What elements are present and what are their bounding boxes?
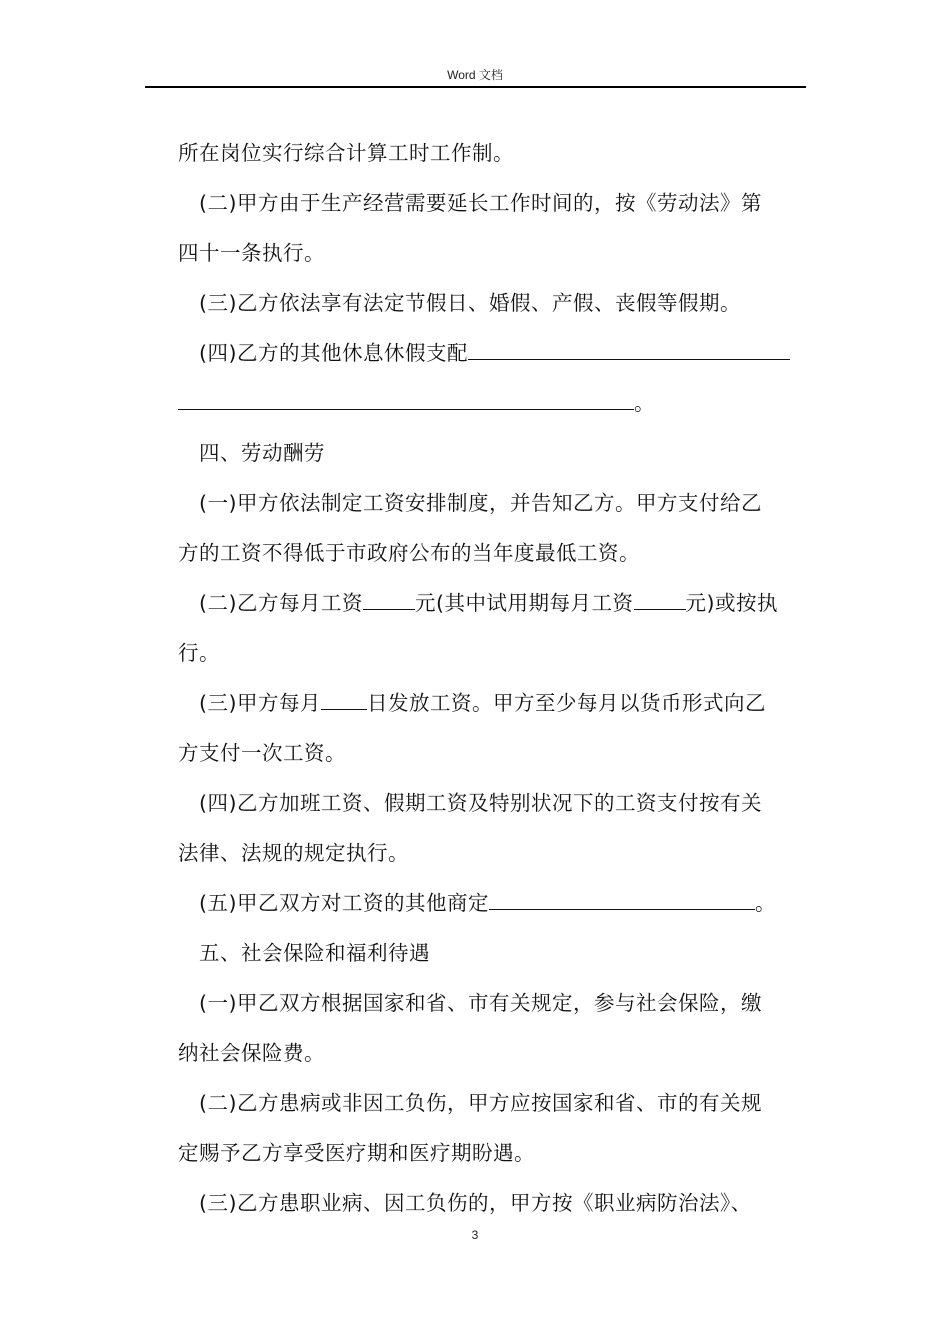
- paragraph-line: 定赐予乙方享受医疗期和医疗期盼遇。: [178, 1141, 535, 1165]
- page-number: 3: [471, 1228, 479, 1242]
- paragraph-line: 方支付一次工资。: [178, 741, 346, 765]
- fill-in-blank: [489, 881, 755, 910]
- paragraph-line: 法律、法规的规定执行。: [178, 841, 409, 865]
- paragraph-line: 方的工资不得低于市政府公布的当年度最低工资。: [178, 541, 640, 565]
- paragraph-line: (二)乙方患病或非因工负伤，甲方应按国家和省、市的有关规: [199, 1091, 762, 1115]
- section-heading: 五、社会保险和福利待遇: [199, 941, 430, 965]
- paragraph-line: 四十一条执行。: [178, 241, 325, 265]
- paragraph-line: [178, 381, 818, 431]
- paragraph-line: 所在岗位实行综合计算工时工作制。: [178, 141, 514, 165]
- paragraph-line: (三)乙方患职业病、因工负伤的，甲方按《职业病防治法》、: [199, 1191, 752, 1215]
- paragraph-line: [178, 681, 818, 731]
- line-text: (五)甲乙双方对工资的其他商定: [199, 891, 489, 915]
- paragraph-line: 纳社会保险费。: [178, 1041, 325, 1065]
- line-text: (二)乙方每月工资: [199, 591, 363, 615]
- line-text: 。: [755, 891, 776, 915]
- paragraph-line: [178, 881, 818, 931]
- line-text: 元(其中试用期每月工资: [415, 591, 634, 615]
- page-header: Word 文档: [447, 68, 503, 82]
- fill-in-blank: [178, 381, 634, 410]
- header-divider: [145, 86, 806, 88]
- paragraph-line: (三)乙方依法享有法定节假日、婚假、产假、丧假等假期。: [199, 291, 741, 315]
- paragraph-line: 行。: [178, 641, 220, 665]
- document-body: [178, 131, 818, 1231]
- fill-in-blank: [634, 581, 686, 610]
- line-text: (三)甲方每月: [199, 691, 321, 715]
- paragraph-line: (一)甲方依法制定工资安排制度，并告知乙方。甲方支付给乙: [199, 491, 762, 515]
- fill-in-blank: [363, 581, 415, 610]
- line-text: (四)乙方的其他休息休假支配: [199, 341, 468, 365]
- line-text: 日发放工资。甲方至少每月以货币形式向乙: [367, 691, 766, 715]
- paragraph-line: (四)乙方加班工资、假期工资及特别状况下的工资支付按有关: [199, 791, 762, 815]
- section-heading: 四、劳动酬劳: [199, 441, 325, 465]
- paragraph-line: [178, 581, 818, 631]
- fill-in-blank: [321, 681, 367, 710]
- line-text: 。: [634, 391, 655, 415]
- fill-in-blank: [468, 331, 790, 360]
- paragraph-line: [178, 331, 818, 381]
- paragraph-line: (一)甲乙双方根据国家和省、市有关规定，参与社会保险，缴: [199, 991, 762, 1015]
- line-text: 元)或按执: [685, 591, 778, 615]
- paragraph-line: (二)甲方由于生产经营需要延长工作时间的，按《劳动法》第: [199, 191, 762, 215]
